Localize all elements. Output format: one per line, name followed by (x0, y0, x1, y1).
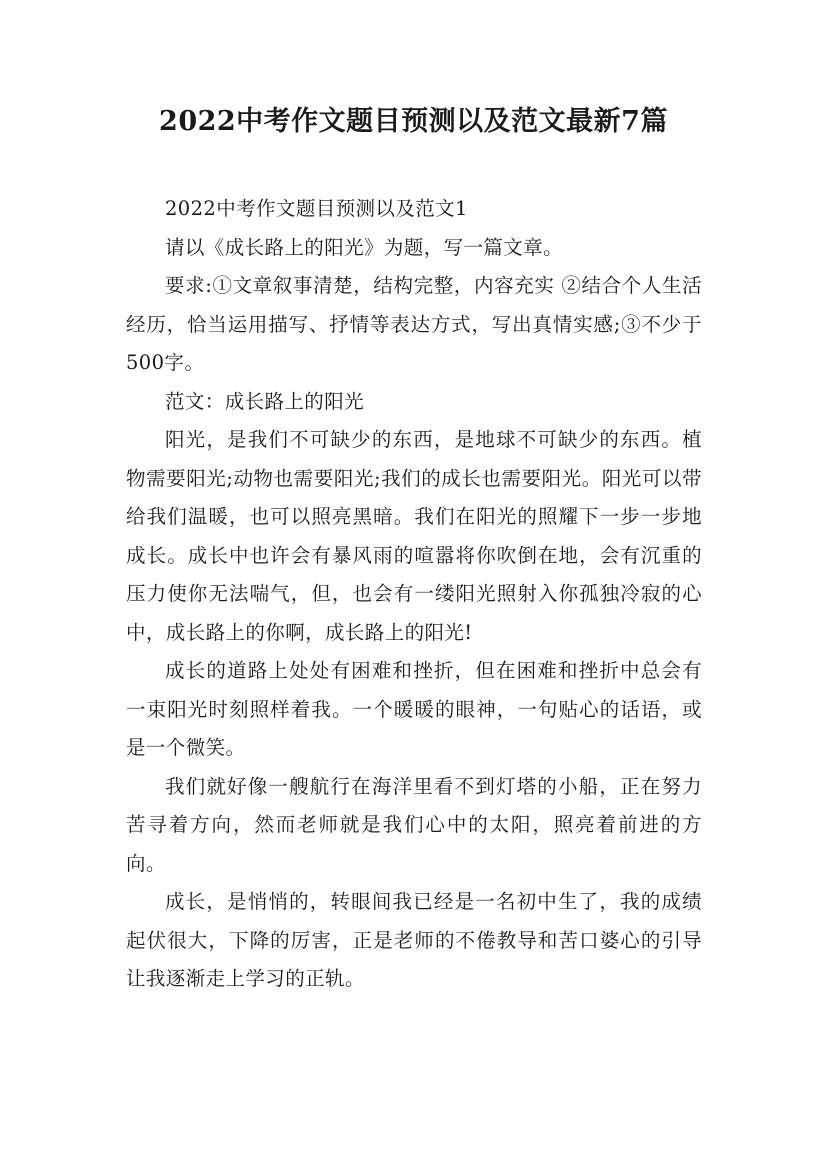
paragraph: 我们就好像一艘航行在海洋里看不到灯塔的小船，正在努力苦寻着方向，然而老师就是我们心中的太阳，照亮着前进的方向。 (126, 774, 702, 875)
sample-essay-title: 范文：成长路上的阳光 (165, 389, 365, 413)
essay-requirements: 要求:①文章叙事清楚，结构完整，内容充实 ②结合个人生活经历，恰当运用描写、抒情等表达方式，写出真情实感;③不少于500字。 (126, 274, 702, 374)
document-body (126, 190, 702, 999)
essay-prompt: 请以《成长路上的阳光》为题，写一篇文章。 (165, 235, 564, 259)
essay-heading: 2022中考作文题目预测以及范文1 (165, 197, 468, 220)
paragraph: 成长的道路上处处有困难和挫折，但在困难和挫折中总会有一束阳光时刻照样着我。一个暖暖的眼神，一句贴心的话语，或是一个微笑。 (126, 659, 702, 759)
paragraph: 阳光，是我们不可缺少的东西，是地球不可缺少的东西。植物需要阳光;动物也需要阳光;我们的成长也需要阳光。阳光可以带给我们温暖，也可以照亮黑暗。我们在阳光的照耀下一步一步地成长。成长中也许会有暴风雨的喧嚣将你吹倒在地，会有沉重的压力使你无法喘气，但，也会有一缕阳光照射入你孤独冷寂的心中，成长路上的你啊，成长路上的阳光! (126, 428, 702, 644)
document-title: 2022中考作文题目预测以及范文最新7篇 (159, 106, 668, 137)
paragraph: 成长，是悄悄的，转眼间我已经是一名初中生了，我的成绩起伏很大，下降的厉害，正是老师的不倦教导和苦口婆心的引导让我逐渐走上学习的正轨。 (126, 890, 702, 990)
